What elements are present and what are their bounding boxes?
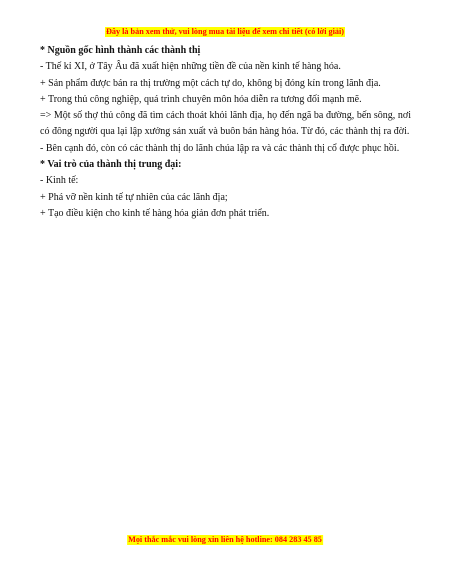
hotline-notice-banner: Mọi thắc mắc vui lòng xin liên hệ hotline: 084 283 45 85 — [128, 535, 322, 544]
preview-notice-banner: Đây là bản xem thử, vui lòng mua tài liệu để xem chi tiết (có lời giải) — [105, 27, 345, 36]
section-heading-origin: * Nguồn gốc hình thành các thành thị — [40, 45, 201, 56]
paragraph-origin-4: => Một số thợ thủ công đã tìm cách thoát khỏi lãnh địa, họ đến ngã ba đường, bến sông, nơi có đông người qua lại lập xưởng sản xuất và buôn bán hàng hóa. Từ đó, các thành thị ra đời. — [40, 110, 411, 138]
paragraph-origin-5: - Bên cạnh đó, còn có các thành thị do lãnh chúa lập ra và các thành thị cổ được phục hồi. — [40, 142, 400, 154]
document-body — [40, 43, 411, 222]
paragraph-role-1: - Kinh tế: — [40, 175, 79, 187]
paragraph-role-2: + Phá vỡ nền kinh tế tự nhiên của các lãnh địa; — [40, 191, 228, 203]
paragraph-origin-1: - Thế kỉ XI, ở Tây Âu đã xuất hiện những tiền đề của nền kinh tế hàng hóa. — [40, 61, 341, 73]
paragraph-role-3: + Tạo điều kiện cho kinh tế hàng hóa giản đơn phát triển. — [40, 207, 270, 219]
section-heading-role: * Vai trò của thành thị trung đại: — [40, 159, 182, 171]
paragraph-origin-2: + Sản phẩm được bán ra thị trường một cách tự do, không bị đóng kín trong lãnh địa. — [40, 77, 381, 89]
paragraph-origin-3: + Trong thủ công nghiệp, quá trình chuyên môn hóa diễn ra tương đối mạnh mẽ. — [40, 93, 362, 105]
